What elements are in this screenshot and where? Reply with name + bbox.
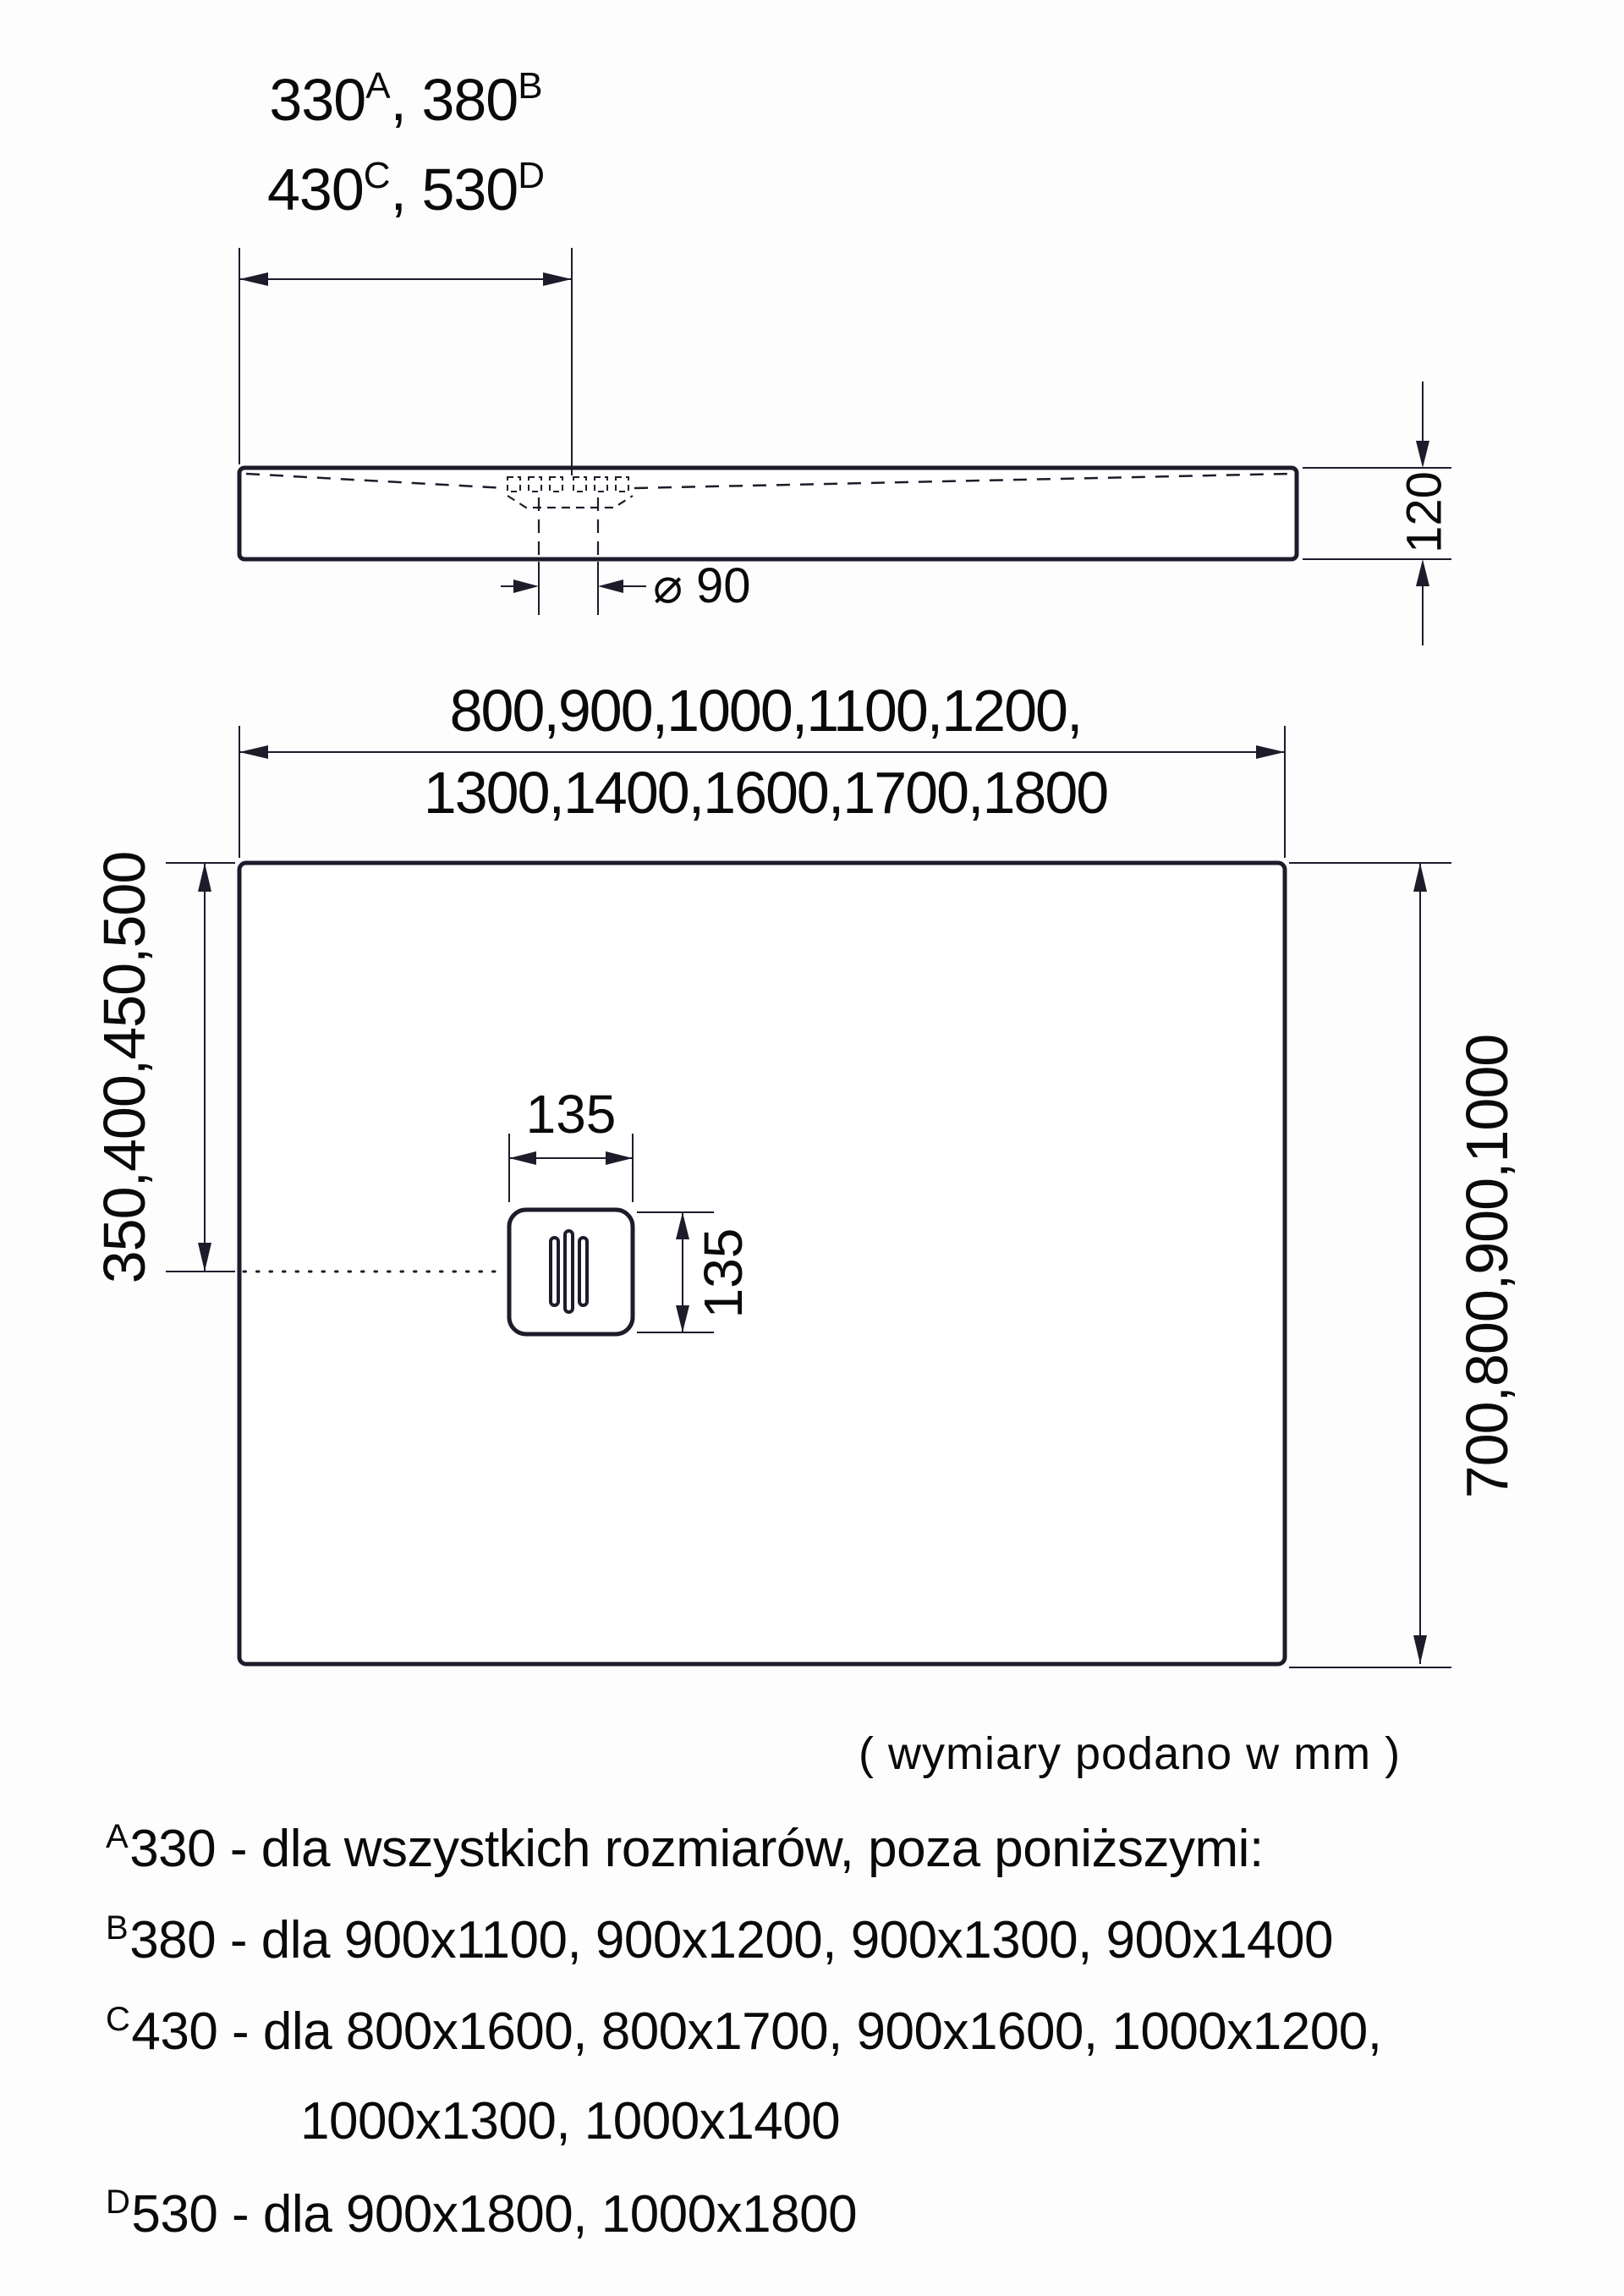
plan-width-dimension-label (385, 670, 1146, 834)
footnote-d-sup: D (106, 2183, 130, 2221)
offset-dimension-label (211, 59, 601, 239)
footnote-d-text: 530 - dla 900x1800, 1000x1800 (131, 2185, 858, 2244)
offset-dimension-line2: $430^C$, $530^D$ (266, 155, 546, 222)
drain-depth-dimension-label: 135 (693, 1228, 754, 1319)
offset-dimension-line1: $330^A$, $380^B$ (269, 65, 543, 133)
plan-width-line2: 1300,1400,1600,1700,1800 (423, 760, 1108, 826)
footnote-b (106, 1910, 1333, 1970)
plan-view-linework (166, 726, 1451, 1667)
footnote-c-text: 430 - dla 800x1600, 800x1700, 900x1600, 1000x1200, (131, 2002, 1382, 2061)
footnote-c (106, 2002, 1381, 2062)
units-note: ( wymiary podano w mm ) (859, 1728, 1402, 1779)
footnote-b-text: 380 - dla 900x1100, 900x1200, 900x1300, 900x1400 (129, 1911, 1333, 1969)
footnote-a-text: 330 - dla wszystkich rozmiarów, poza poniższymi: (129, 1820, 1264, 1878)
side-view-linework (239, 248, 1451, 645)
plan-height-dimension-label: 700,800,900,1000 (1454, 1034, 1520, 1499)
side-height-dimension-label: 120 (1396, 471, 1452, 553)
footnote-a (106, 1819, 1264, 1879)
footnote-b-sup: B (106, 1909, 129, 1947)
footnote-c-sup: C (106, 2001, 130, 2038)
drain-diameter-label: ⌀ 90 (653, 558, 751, 613)
footnote-c-line2: 1000x1300, 1000x1400 (300, 2092, 841, 2150)
drain-width-dimension-label: 135 (525, 1084, 617, 1145)
footnote-d (106, 2184, 857, 2244)
plan-width-line1: 800,900,1000,1100,1200, (449, 678, 1082, 744)
plan-tray-outline (239, 863, 1285, 1664)
footnote-a-sup: A (106, 1818, 129, 1855)
plan-left-offset-dimension-label: 350,400,450,500 (91, 851, 157, 1284)
